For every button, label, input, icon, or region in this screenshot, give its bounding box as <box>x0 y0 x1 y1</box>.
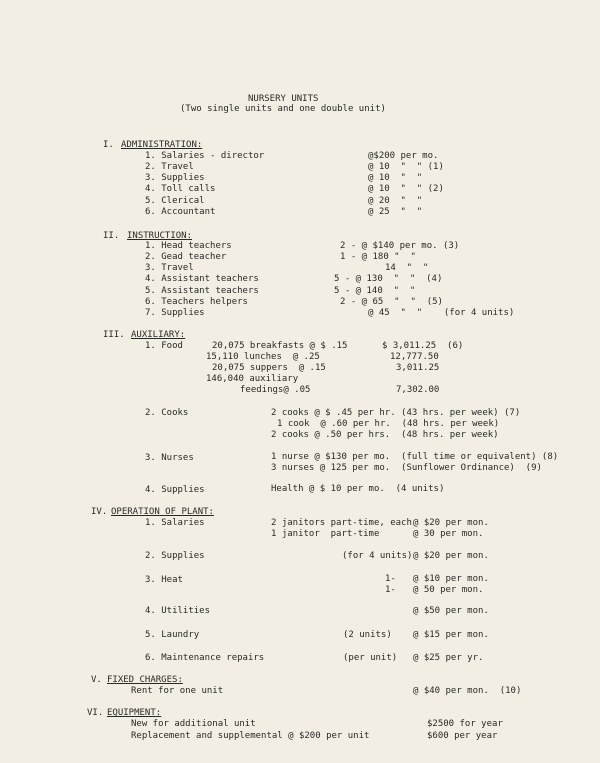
cooks-line: 2 cooks @ .50 per hrs. (48 hrs. per week) <box>271 430 499 440</box>
plant-supplies-value: @ $20 per mon. <box>413 551 489 561</box>
heat-rate: @ 50 per mon. <box>413 585 484 595</box>
food-amount: 7,302.00 <box>396 385 440 395</box>
food-qty: feedings@ .05 <box>240 385 311 395</box>
item-value: 5 - @ 140 " " <box>334 286 416 296</box>
item-value: 5 - @ 130 " " (4) <box>334 274 443 284</box>
maintenance-label: 6. Maintenance repairs <box>145 653 265 663</box>
section-number: VI. <box>87 708 104 718</box>
item-value: 14 " " <box>385 263 429 273</box>
item-value: 2 - @ $140 per mo. (3) <box>340 241 460 251</box>
section-title: ADMINISTRATION: <box>121 140 203 150</box>
supplies-label: 4. Supplies <box>145 485 205 495</box>
cooks-line: 1 cook @ .60 per hr. (48 hrs. per week) <box>277 419 500 429</box>
equipment-item: Replacement and supplemental @ $200 per unit <box>131 731 370 741</box>
rent-value: @ $40 per mon. (10) <box>413 686 522 696</box>
plant-supplies-note: (for 4 units) <box>342 551 413 561</box>
nurses-line: 3 nurses @ 125 per mo. (Sunflower Ordinance) (9) <box>271 463 542 473</box>
item-label: 6. Accountant <box>145 207 216 217</box>
cooks-label: 2. Cooks <box>145 408 189 418</box>
item-label: 5. Assistant teachers <box>145 286 259 296</box>
rent-label: Rent for one unit <box>131 686 224 696</box>
plant-supplies-label: 2. Supplies <box>145 551 205 561</box>
maintenance-value: @ $25 per yr. <box>413 653 484 663</box>
laundry-label: 5. Laundry <box>145 630 200 640</box>
supplies-value: Health @ $ 10 per mo. (4 units) <box>271 484 445 494</box>
heat-count: 1- <box>385 585 396 595</box>
section-number: V. <box>91 675 102 685</box>
section-number: IV. <box>91 507 108 517</box>
section-title: INSTRUCTION: <box>127 231 193 241</box>
section-title: AUXILIARY: <box>131 330 186 340</box>
item-value: @ 10 " " (1) <box>368 162 444 172</box>
section-title: FIXED CHARGES: <box>107 675 183 685</box>
item-label: 1. Salaries - director <box>145 151 265 161</box>
laundry-note: (2 units) <box>343 630 392 640</box>
section-number: III. <box>103 330 125 340</box>
item-label: 2. Gead teacher <box>145 252 227 262</box>
food-label: 1. Food <box>145 341 183 351</box>
item-label: 1. Head teachers <box>145 241 232 251</box>
food-amount: 12,777.50 <box>390 352 439 362</box>
item-value: 1 - @ 180 " " <box>340 252 416 262</box>
nurses-label: 3. Nurses <box>145 453 194 463</box>
heat-rate: @ $10 per mon. <box>413 574 489 584</box>
section-title: OPERATION OF PLANT: <box>111 507 214 517</box>
item-label: 7. Supplies <box>145 308 205 318</box>
salaries-line: 1 janitor part-time <box>271 529 380 539</box>
item-label: 5. Clerical <box>145 196 205 206</box>
section-title: EQUIPMENT: <box>107 708 162 718</box>
utilities-value: @ $50 per mon. <box>413 606 489 616</box>
item-label: 3. Travel <box>145 263 194 273</box>
equipment-amount: $600 per year <box>427 731 498 741</box>
section-number: I. <box>103 140 114 150</box>
cooks-line: 2 cooks @ $ .45 per hr. (43 hrs. per week) (7) <box>271 408 521 418</box>
item-value: @$200 per mo. <box>368 151 439 161</box>
food-qty: 20,075 breakfasts @ $ .15 <box>212 341 348 351</box>
food-qty: 15,110 lunches @ .25 <box>206 352 320 362</box>
item-label: 3. Supplies <box>145 173 205 183</box>
food-qty: 20,075 suppers @ .15 <box>212 363 326 373</box>
item-value: @ 10 " " (2) <box>368 184 444 194</box>
item-value: 2 - @ 65 " " (5) <box>340 297 443 307</box>
equipment-item: New for additional unit <box>131 719 256 729</box>
salaries-label: 1. Salaries <box>145 518 205 528</box>
item-value: @ 45 " " (for 4 units) <box>368 308 515 318</box>
page-title: NURSERY UNITS <box>248 94 319 104</box>
heat-count: 1- <box>385 574 396 584</box>
salaries-rate: @ $20 per mon. <box>413 518 489 528</box>
item-label: 4. Assistant teachers <box>145 274 259 284</box>
equipment-amount: $2500 for year <box>427 719 503 729</box>
utilities-label: 4. Utilities <box>145 606 211 616</box>
salaries-line: 2 janitors part-time, each <box>271 518 412 528</box>
item-label: 6. Teachers helpers <box>145 297 248 307</box>
food-qty: 146,040 auxiliary <box>206 374 299 384</box>
item-value: @ 10 " " <box>368 173 423 183</box>
food-amount: $ 3,011.25 (6) <box>382 341 464 351</box>
maintenance-note: (per unit) <box>343 653 398 663</box>
page-subtitle: (Two single units and one double unit) <box>180 104 386 114</box>
section-number: II. <box>103 231 120 241</box>
item-label: 4. Toll calls <box>145 184 216 194</box>
laundry-value: @ $15 per mon. <box>413 630 489 640</box>
nurses-line: 1 nurse @ $130 per mo. (full time or equivalent) (8) <box>271 452 559 462</box>
salaries-rate: @ 30 per mon. <box>413 529 484 539</box>
item-label: 2. Travel <box>145 162 194 172</box>
item-value: @ 25 " " <box>368 207 423 217</box>
item-value: @ 20 " " <box>368 196 423 206</box>
heat-label: 3. Heat <box>145 575 183 585</box>
food-amount: 3,011.25 <box>396 363 440 373</box>
